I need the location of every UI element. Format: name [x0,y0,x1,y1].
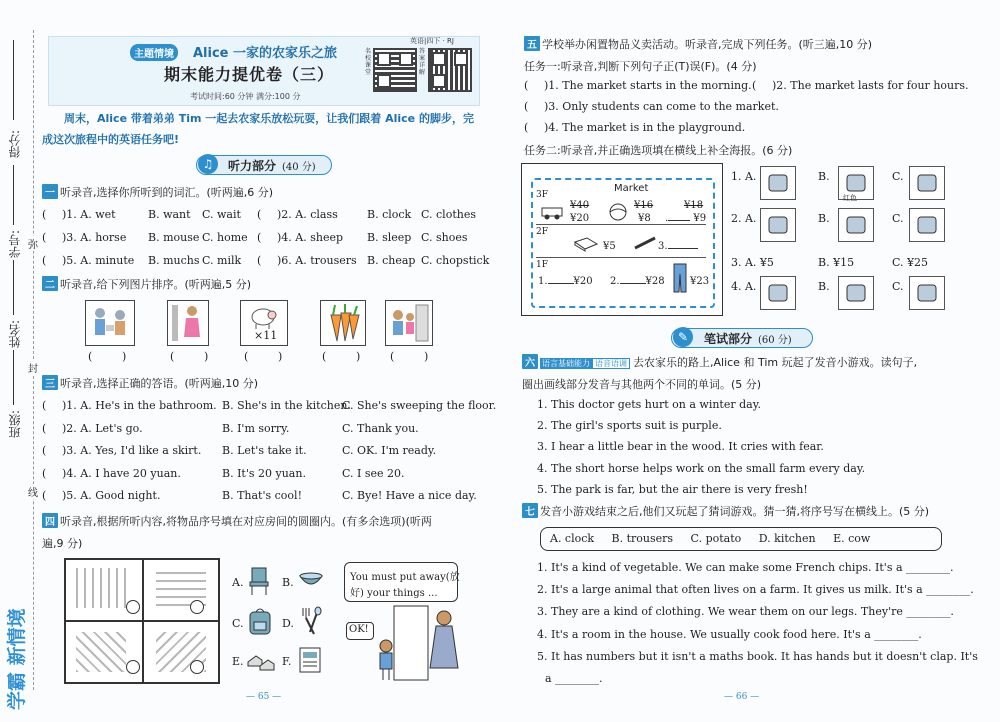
pig-count: ×11 [254,329,278,342]
option-text: )4. A. I have 20 yuan. [62,466,181,480]
headphones-icon: ♫ [198,154,218,174]
answer-paren: ( [752,79,757,92]
speech-scene [342,560,472,682]
option-text: )6. A. trousers [277,254,357,267]
riddle-sentence: a ________. [545,672,603,685]
riddle-sentence: 4. It's a room in the house. We usually cook food here. It's a ________. [537,627,922,641]
option-text: C. milk [202,254,242,267]
statement-text: )3. Only students can come to the market. [544,100,779,113]
section-7-options: A. clock B. trousers C. potato D. kitchen E. cow [550,532,871,545]
cow-icon [760,276,796,310]
trousers-icon [672,262,688,294]
writing-banner-title: 笔试部分 [704,332,753,346]
speech-text-1: You must put away(放 [350,572,460,583]
answer-paren: ( [524,100,529,113]
section-6-tag-2: 语音语调 [592,358,630,369]
option-text: C. shoes [421,231,468,244]
price-new-3-blank: . ¥9 [665,213,707,224]
option-text: )2. A. class [277,208,338,221]
option-text: C. Bye! Have a nice day. [342,489,477,502]
price-5-blank: 3. [658,241,698,252]
riddle-sentence: 5. It has numbers but it isn't a maths book. It has hands but it doesn't clap. It's [537,649,978,663]
price-new-1: ¥20 [570,213,590,224]
price-old-3: ¥18 [684,200,704,211]
writing-banner-score: (60 分) [758,335,792,346]
option-text: )1. A. He's in the bathroom. [62,399,217,412]
option-a-label: A. [232,576,244,589]
option-text: C. Thank you. [342,421,419,435]
side-brand-text: 学霸 新情境 [6,608,28,710]
option-text: B. muchs [148,254,200,267]
answer-paren: ( [42,208,47,221]
task-2-heading: 任务二:听录音,并正确选项填在横线上补全海报。(6 分) [524,144,793,157]
option-text: )4. A. sheep [277,231,344,244]
poster-title: Market [614,183,649,194]
order-blank: ) [204,350,209,363]
sentence: 5. The park is far, but the air there is very fresh! [537,482,808,496]
price-6-blank: 1. ¥20 [538,276,593,287]
section-3-heading: 三 听录音,选择正确的答语。(听两遍,10 分) [42,375,258,391]
option-b-label: B. [282,576,294,589]
order-blank: ) [424,350,429,363]
answer-paren: ( [257,208,262,221]
order-blank: ) [278,350,283,363]
jacket-icon [760,208,796,242]
choice-label: C. [892,170,904,183]
riddle-sentence: 3. They are a kind of clothing. We wear them on our legs. They're ________. [537,605,954,619]
page-number-left: — 65 — [246,692,282,702]
fork-spoon-icon [300,606,322,636]
order-blank: ( [170,350,175,363]
option-text: B. clock [367,208,412,221]
qr-code-icon [373,48,417,92]
choice-label: 1. A. [731,170,757,183]
left-margin [0,0,40,722]
sentence: 2. The girl's sports suit is purple. [537,419,722,433]
hat-icon [760,166,796,200]
price-8: ¥23 [690,276,710,287]
qr-label-2: 答案详解 [419,48,426,76]
option-e-label: E. [232,655,244,668]
option-c-label: C. [232,617,244,630]
riddle-sentence: 1. It's a kind of vegetable. We can make some French chips. It's a ________. [537,561,954,574]
section-number: 三 [42,375,58,390]
floor-1-label: 1F [536,260,548,270]
price-new-2: ¥8 [638,213,651,224]
option-text: )2. A. Let's go. [62,421,143,435]
option-text: B. She's in the kitchen. [222,399,351,412]
intro-text: 周末，Alice 带着弟弟 Tim 一起去农家乐放松玩耍，让我们跟着 Alice 的脚步，完成这次旅程中的英语任务吧! [42,112,474,146]
option-text: C. clothes [421,208,476,221]
student-id-label: 学号: [8,230,22,259]
floor-2-label: 2F [536,227,548,237]
floor-3-label: 3F [536,190,548,200]
option-text: B. I'm sorry. [222,421,290,435]
option-f-label: F. [282,655,292,668]
option-text: )5. A. Good night. [62,489,161,502]
ok-text: OK! [349,624,369,635]
shoes-icon [246,648,276,672]
exam-info: 考试时间:60 分钟 满分:100 分 [190,92,301,101]
answer-paren: ( [257,231,262,244]
section-number: 四 [42,513,58,528]
statement-text: )2. The market lasts for four hours. [772,79,969,92]
option-text: C. wait [202,208,241,221]
choice-label: B. ¥15 [818,256,855,269]
option-text: C. She's sweeping the floor. [342,399,497,412]
red-color-label: 红色 [843,194,857,202]
sentence: 4. The short horse helps work on the small farm every day. [537,461,866,475]
option-text: )5. A. minute [62,254,135,267]
bowl-icon [298,570,324,590]
option-text: C. chopstick [421,254,490,267]
house-floor-plan [64,558,220,684]
theme-tag: 主题情境 [130,44,178,61]
option-text: B. Let's take it. [222,444,307,457]
picture-pigs [240,300,288,346]
section-4-heading-cont: 遍,9 分) [42,537,83,550]
answer-paren: ( [42,421,47,435]
answer-paren: ( [42,444,47,457]
shoes-icon [909,166,945,200]
choice-label: C. [892,212,904,225]
option-text: B. sleep [367,231,412,244]
price-old-1: ¥40 [570,200,590,211]
statement-text: )4. The market is in the playground. [544,121,746,134]
seal-char-3: 线 [28,484,38,499]
books-icon [298,646,324,674]
exam-title: 期末能力提优卷（三） [164,65,335,84]
statement-text: )1. The market starts in the morning. [544,79,752,92]
choice-label: B. [818,170,830,183]
choice-label: 4. A. [731,280,757,293]
order-blank: ( [88,350,93,363]
book-icon [573,236,599,252]
seal-char-2: 封 [28,360,38,375]
picture-girl-standing [167,300,209,346]
backpack-icon [247,606,273,636]
answer-paren: ( [42,489,47,502]
sentence: 3. I hear a little bear in the wood. It cries with fear. [537,440,824,454]
class-label: 班级: [8,410,22,439]
choice-label: C. ¥25 [892,256,929,269]
picture-carrots [320,300,366,346]
choice-label: C. [892,280,904,293]
option-text: B. cheap [367,254,416,267]
section-5-heading: 五 学校举办闲置物品义卖活动。听录音,完成下列任务。(听三遍,10 分) [524,36,872,52]
answer-paren: ( [257,254,262,267]
pencil-note-icon: ✎ [673,327,693,347]
chair-icon [248,566,272,596]
speech-text-2: 好) your things ... [350,588,438,599]
page-number-right: — 66 — [724,692,760,702]
choice-label: 2. A. [731,212,757,225]
sentence: 1. This doctor gets hurt on a winter day. [537,398,761,411]
qr-code-icon [428,48,472,92]
picture-people-talking [85,300,135,346]
price-old-2: ¥16 [634,200,654,211]
section-6-tag-1: 语言基础能力 [542,359,590,368]
choice-label: B. [818,212,830,225]
section-7-heading: 七 发音小游戏结束之后,他们又玩起了猜词游戏。猜一猜,将序号写在横线上。(5 分) [522,503,929,519]
answer-paren: ( [524,121,529,134]
section-1-heading: 一 听录音,选择你所听到的词汇。(听两遍,6 分) [42,184,273,200]
option-text: B. That's cool! [222,489,302,502]
section-number: 七 [522,503,538,518]
answer-paren: ( [524,79,529,92]
order-blank: ( [322,350,327,363]
choice-label: 3. A. ¥5 [731,256,774,269]
option-text: )1. A. wet [62,208,116,221]
option-text: )3. A. Yes, I'd like a skirt. [62,444,202,457]
riddle-sentence: 2. It's a large animal that often lives on a farm. It gives us milk. It's a ________. [537,583,974,597]
skirt-icon [838,208,874,242]
option-text: B. mouse [148,231,200,244]
order-blank: ( [244,350,249,363]
option-text: C. I see 20. [342,466,405,480]
price-7-blank: 2. ¥28 [610,276,665,287]
choice-label: B. [818,280,830,293]
order-blank: ) [356,350,361,363]
option-text: B. want [148,208,191,221]
section-6-heading: 六 语言基础能力 语音语调 去农家乐的路上,Alice 和 Tim 玩起了发音小游戏。读句子, [522,354,917,370]
rocking-horse-icon [909,276,945,310]
ball-icon [608,202,628,222]
option-d-label: D. [282,617,294,630]
option-text: B. It's 20 yuan. [222,466,306,480]
section-4-heading: 四 听录音,根据所听内容,将物品序号填在对应房间的圆圈内。(有多余选项)(听两 [42,513,432,529]
task-1-heading: 任务一:听录音,判断下列句子正(T)误(F)。(4 分) [524,60,757,73]
score-label: 得分: [8,130,22,159]
option-text: C. OK. I'm ready. [342,444,437,457]
order-blank: ( [390,350,395,363]
section-number: 一 [42,184,58,199]
answer-paren: ( [42,466,47,480]
edition-label: 英语|四下 · RJ [410,37,454,45]
theme-title: Alice 一家的农家乐之旅 [193,46,338,61]
section-6-heading-cont: 圈出画线部分发音与其他两个不同的单词。(5 分) [522,378,762,391]
order-blank: ) [122,350,127,363]
pen-icon [633,236,659,250]
section-number: 二 [42,276,58,291]
name-label: 姓名: [8,320,22,349]
answer-paren: ( [42,254,47,267]
listening-banner-score: (40 分) [282,162,316,173]
seal-char-1: 弥 [28,236,38,251]
section-number: 五 [524,36,540,51]
answer-paren: ( [42,399,47,412]
option-text: )3. A. horse [62,231,127,244]
toy-car-icon [540,204,564,220]
option-text: C. home [202,231,248,244]
answer-paren: ( [42,231,47,244]
section-2-heading: 二 听录音,给下列图片排序。(听两遍,5 分) [42,276,251,292]
shirt-icon [909,208,945,242]
picture-boy-and-girl [385,300,433,346]
listening-banner-title: 听力部分 [228,159,277,173]
section-number: 六 [522,354,538,369]
price-4: ¥5 [603,241,616,252]
qr-label-1: 名校课堂 [365,48,372,76]
sheep-icon [838,276,874,310]
